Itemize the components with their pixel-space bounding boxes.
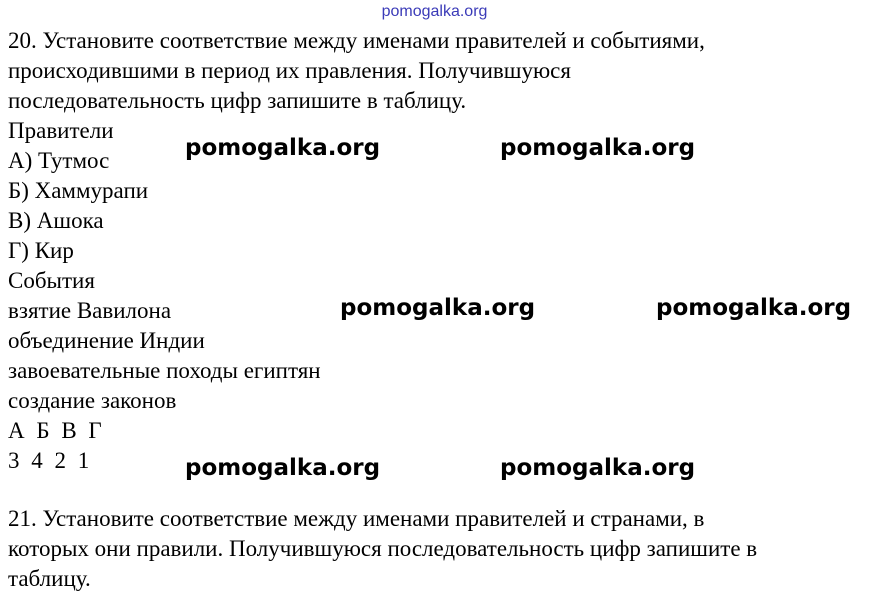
task-21 (8, 504, 868, 594)
event-item: взятие Вавилона (8, 298, 172, 323)
task-20-line-1: 20. Установите соответствие между именами правителей и событиями, (8, 28, 705, 53)
watermark: pomogalka.org (185, 455, 381, 481)
event-item: завоевательные походы египтян (8, 358, 321, 383)
rulers-heading: Правители (8, 118, 114, 143)
answer-table-header: А Б В Г (8, 418, 102, 443)
watermark: pomogalka.org (500, 135, 696, 161)
event-item: создание законов (8, 388, 177, 413)
ruler-item: В) Ашока (8, 208, 104, 233)
watermark: pomogalka.org (656, 295, 852, 321)
watermark: pomogalka.org (185, 135, 381, 161)
event-item: объединение Индии (8, 328, 205, 353)
task-20-line-3: последовательность цифр запишите в таблицу. (8, 88, 467, 113)
task-20-line-2: происходившими в период их правления. Получившуюся (8, 58, 571, 83)
events-heading: События (8, 268, 95, 293)
site-link[interactable]: pomogalka.org (381, 3, 488, 20)
watermark: pomogalka.org (340, 295, 536, 321)
task-20 (8, 26, 868, 476)
ruler-item: А) Тутмос (8, 148, 110, 173)
answer-table-values: 3 4 2 1 (8, 448, 90, 473)
ruler-item: Г) Кир (8, 238, 74, 263)
ruler-item: Б) Хаммурапи (8, 178, 149, 203)
task-21-line-1: 21. Установите соответствие между именами правителей и странами, в (8, 506, 705, 531)
task-21-line-2: которых они правили. Получившуюся последовательность цифр запишите в (8, 536, 758, 561)
watermark: pomogalka.org (500, 455, 696, 481)
task-21-line-3: таблицу. (8, 566, 91, 591)
